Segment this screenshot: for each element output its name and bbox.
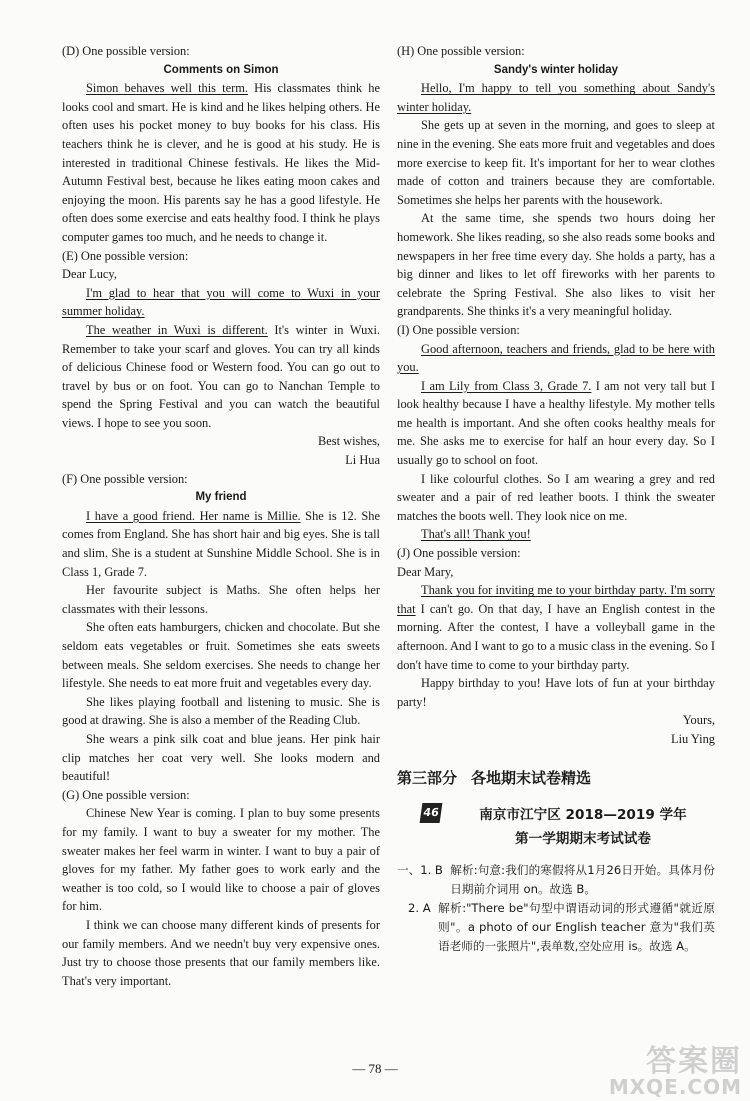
version-j-signature: Liu Ying [671,731,715,746]
watermark-url: MXQE.COM [608,1075,742,1099]
version-i-underlined-2: I am Lily from Class 3, Grade 7. [421,378,592,393]
answer-item [397,899,715,956]
version-h-intro [397,79,715,116]
version-i-paragraph-2 [397,377,715,470]
version-i-underlined-1: Good afternoon, teachers and friends, glad to be here with you. [397,341,715,375]
version-j-paragraph-2: Happy birthday to you! Have lots of fun at your birthday party! [397,676,715,709]
version-i-paragraph-1 [397,340,715,377]
version-f-paragraph-4: She likes playing football and listening to music. She is good at drawing. She is also a member of the Reading Club. [62,694,380,728]
version-i-label: (I) One possible version: [397,322,520,337]
version-g-paragraph-1: Chinese New Year is coming. I plan to buy some presents for my family. I want to buy a sweater for my mother. The sweater makes her feel warm in winter. I want to buy a pair of gloves for my father. My father goes to work early and the weather is too cold, so I would like to choose a pair of gloves for him. [62,806,380,914]
version-e-underlined-1: I'm glad to hear that you will come to Wuxi in your summer holiday. [62,285,380,319]
version-g-label: (G) One possible version: [62,787,190,802]
version-j-text: I can't go. On that day, I have an English contest in the morning. After the contest, I have a volleyball game in the afternoon. And I want to go to a music class in the evening. So I don't have time to come to your birthday party. [397,601,715,672]
watermark [608,1044,742,1099]
version-e-text: It's winter in Wuxi. Remember to take your scarf and gloves. You can try all kinds of delicious Chinese food or Western food. You can go out to travel by bus or on foot. You can go to Nanchan Temple to spend the Spring Festival and you can watch the beautiful views. I hope to see you soon. [62,322,380,430]
version-f-label: (F) One possible version: [62,471,188,486]
version-g-paragraph-2: I think we can choose many different kinds of presents for our family members. And we needn't buy very expensive ones. Just try to choose those presents that our family members like. That's very important. [62,917,380,988]
answer-list [397,861,715,956]
version-f-paragraph-5: She wears a pink silk coat and blue jeans. Her pink hair clip matches her coat very well. She looks modern and beautiful! [62,731,380,784]
answer-number: 2. A [397,901,439,916]
version-i-paragraph-3: I like colourful clothes. So I am wearing a grey and red sweater and a pair of red leather boots. I think the sweater matches the boots well. They look nice on me. [397,471,715,523]
answer-number: 一、1. B [397,863,451,878]
version-h-title: Sandy's winter holiday [493,63,619,76]
exam-title-line-2: 第一学期期末考试试卷 [515,831,651,848]
answer-explanation: 解析:"There be"句型中谓语动词的形式遵循"就近原则"。a photo of our English teacher 意为"我们英语老师的一张照片",表单数,空处应用 is。故选 A。 [438,901,715,954]
exam-heading [397,803,715,851]
version-h-paragraph-2: At the same time, she spends two hours doing her homework. She likes reading, so she also reads some books and newspapers in her free time every day. She holds a party, has a big dinner and likes to let off fireworks with her parents to celebrate the Spring Festival. She also likes to visit her grandparents. She thinks it's a very meaningful holiday. [397,211,715,319]
exam-number-badge: 46 [420,803,443,823]
version-e-signature: Li Hua [345,453,380,468]
version-f-paragraph-3: She often eats hamburgers, chicken and chocolate. But she seldom eats vegetables or fruit. Sometimes she eats sweets between meals. She seldom exercises. She needs to change her lifestyle. She needs to eat more fruit and vegetables every day. [62,620,380,691]
answer-explanation: 解析:句意:我们的寒假将从1月26日开始。具体月份日期前介词用 on。故选 B。 [450,863,715,897]
version-j-underlined: Thank you for inviting me to your birthday party. I'm sorry that [397,583,715,616]
version-e-label: (E) One possible version: [62,248,189,263]
section-heading [397,769,715,788]
version-d-paragraph [62,79,380,246]
version-d-text: His classmates think he looks cool and smart. He is kind and he likes helping others. He often uses his pocket money to buy books for his class. His teachers think he is clever, and he is good at his study. He is interested in traditional Chinese festivals. He likes the Mid-Autumn Festival best, because he likes eating moon cakes and enjoying the moon. His parents say he has a good lifestyle. He often does some exercise and eats healthy food. I think he plays computer games too much, and he needs to change it. [62,81,380,244]
version-d-underlined: Simon behaves well this term. [86,81,248,96]
version-j-paragraph-1 [397,581,715,674]
version-d-title: Comments on Simon [163,63,279,76]
version-f-paragraph-1 [62,507,380,581]
right-column [397,42,715,956]
section-label: 第三部分 [397,768,458,787]
version-e-closing: Best wishes, [318,434,380,449]
version-f-paragraph-2: Her favourite subject is Maths. She often helps her classmates with their lessons. [62,583,380,616]
version-j-label: (J) One possible version: [397,546,521,561]
left-column [62,42,380,990]
version-h-label: (H) One possible version: [397,44,525,58]
version-i-paragraph-4 [397,525,715,544]
exam-title-line-1: 南京市江宁区 2018—2019 学年 [479,807,687,824]
version-f-text: She is 12. She comes from England. She has short hair and big eyes. She is tall and slim. She is a student at Sunshine Middle School. She is in Class 1, Grade 7. [62,508,380,579]
page-number: — 78 — [352,1061,398,1076]
version-f-underlined: I have a good friend. Her name is Millie. [86,508,301,523]
section-title: 各地期末试卷精选 [471,768,592,787]
version-j-greeting: Dear Mary, [397,564,454,579]
version-i-underlined-3: That's all! Thank you! [421,527,531,542]
version-e-underlined-2: The weather in Wuxi is different. [86,322,268,337]
answer-item [397,861,715,899]
exam-title [451,803,715,851]
version-j-closing: Yours, [682,713,715,728]
version-e-greeting: Dear Lucy, [62,267,117,282]
watermark-text: 答案圈 [646,1044,742,1079]
version-h-paragraph-1: She gets up at seven in the morning, and goes to sleep at nine in the evening. She eats more fruit and vegetables and does more exercise to keep fit. It's important for her to wear clothes made of cotton and trainers because they are comfortable. Sometimes she helps her parents with the housework. [397,118,715,207]
version-f-title: My friend [195,491,247,504]
version-h-underlined: Hello, I'm happy to tell you something about Sandy's winter holiday. [397,81,715,114]
version-i-text: I am not very tall but I look healthy because I have a healthy lifestyle. My mother tells me health is important. And she often cooks healthy meals for me. She asks me to exercise for half an hour every day. So I usually go to school on foot. [397,378,715,468]
version-e-paragraph-1 [62,284,380,321]
version-d-label: (D) One possible version: [62,44,190,58]
version-e-paragraph-2 [62,321,380,433]
